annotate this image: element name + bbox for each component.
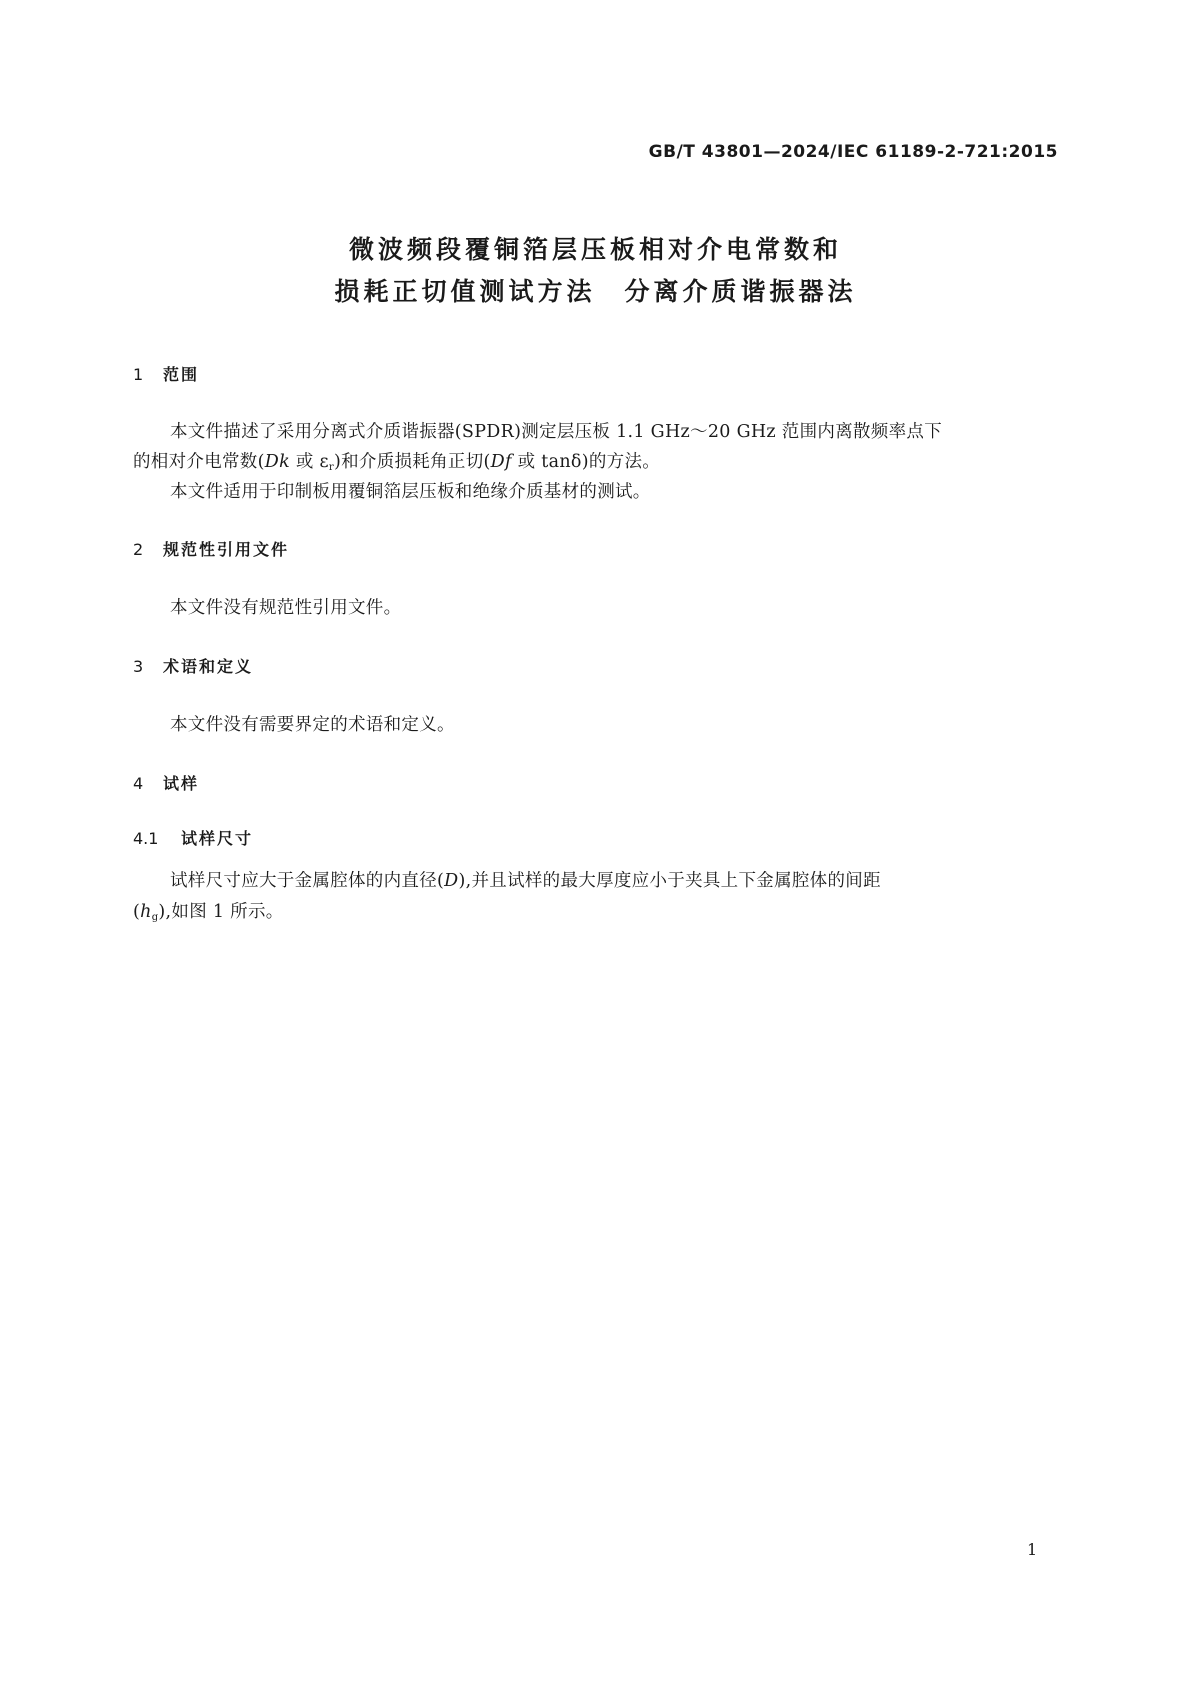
df-symbol: Df: [490, 452, 512, 472]
text-run: ),如图 1 所示。: [158, 902, 284, 922]
section-title: 范围: [163, 365, 200, 384]
section-4-1-paragraph-line-1: [170, 867, 881, 892]
document-title-line-2: 损耗正切值测试方法 分离介质谐振器法: [334, 277, 857, 306]
text-run: 或 tanδ)的方法。: [511, 452, 661, 472]
d-symbol: D: [444, 871, 459, 891]
hg-subscript: g: [151, 912, 159, 923]
section-number: 1: [133, 365, 144, 384]
section-1-paragraph-1-line-1: 本文件描述了采用分离式介质谐振器(SPDR)测定层压板 1.1 GHz～20 GHz 范围内离散频率点下: [170, 422, 942, 442]
subsection-number: 4.1: [133, 829, 159, 848]
section-1-heading: [133, 362, 199, 385]
section-3-heading: [133, 654, 253, 677]
section-2-paragraph: 本文件没有规范性引用文件。: [170, 598, 402, 618]
dk-symbol: Dk: [264, 452, 290, 472]
section-4-1-paragraph-line-2: [133, 898, 284, 923]
section-1-paragraph-2: 本文件适用于印制板用覆铜箔层压板和绝缘介质基材的测试。: [170, 482, 651, 502]
page-number: 1: [1027, 1540, 1038, 1559]
section-number: 3: [133, 657, 144, 676]
section-1-paragraph-1-line-2: [133, 448, 660, 473]
text-run: )和介质损耗角正切(: [333, 452, 491, 472]
document-title-line-1: 微波频段覆铜箔层压板相对介电常数和: [348, 235, 842, 264]
text-run: 或 ε: [289, 452, 329, 472]
text-run: (: [133, 902, 141, 922]
subsection-title: 试样尺寸: [181, 829, 254, 848]
section-title: 术语和定义: [163, 657, 254, 676]
section-3-paragraph: 本文件没有需要界定的术语和定义。: [170, 715, 455, 735]
text-run: 的相对介电常数(: [133, 452, 265, 472]
section-2-heading: [133, 537, 289, 560]
section-title: 规范性引用文件: [163, 540, 290, 559]
epsilon-subscript: r: [328, 462, 334, 473]
text-run: 试样尺寸应大于金属腔体的内直径(: [170, 871, 445, 891]
section-number: 2: [133, 540, 144, 559]
section-4-heading: [133, 771, 199, 794]
standard-number: GB/T 43801—2024/IEC 61189-2-721:2015: [648, 142, 1058, 162]
section-title: 试样: [163, 774, 200, 793]
text-run: ),并且试样的最大厚度应小于夹具上下金属腔体的间距: [458, 871, 881, 891]
section-number: 4: [133, 774, 144, 793]
hg-symbol: h: [140, 902, 152, 922]
section-4-1-heading: [133, 826, 253, 849]
